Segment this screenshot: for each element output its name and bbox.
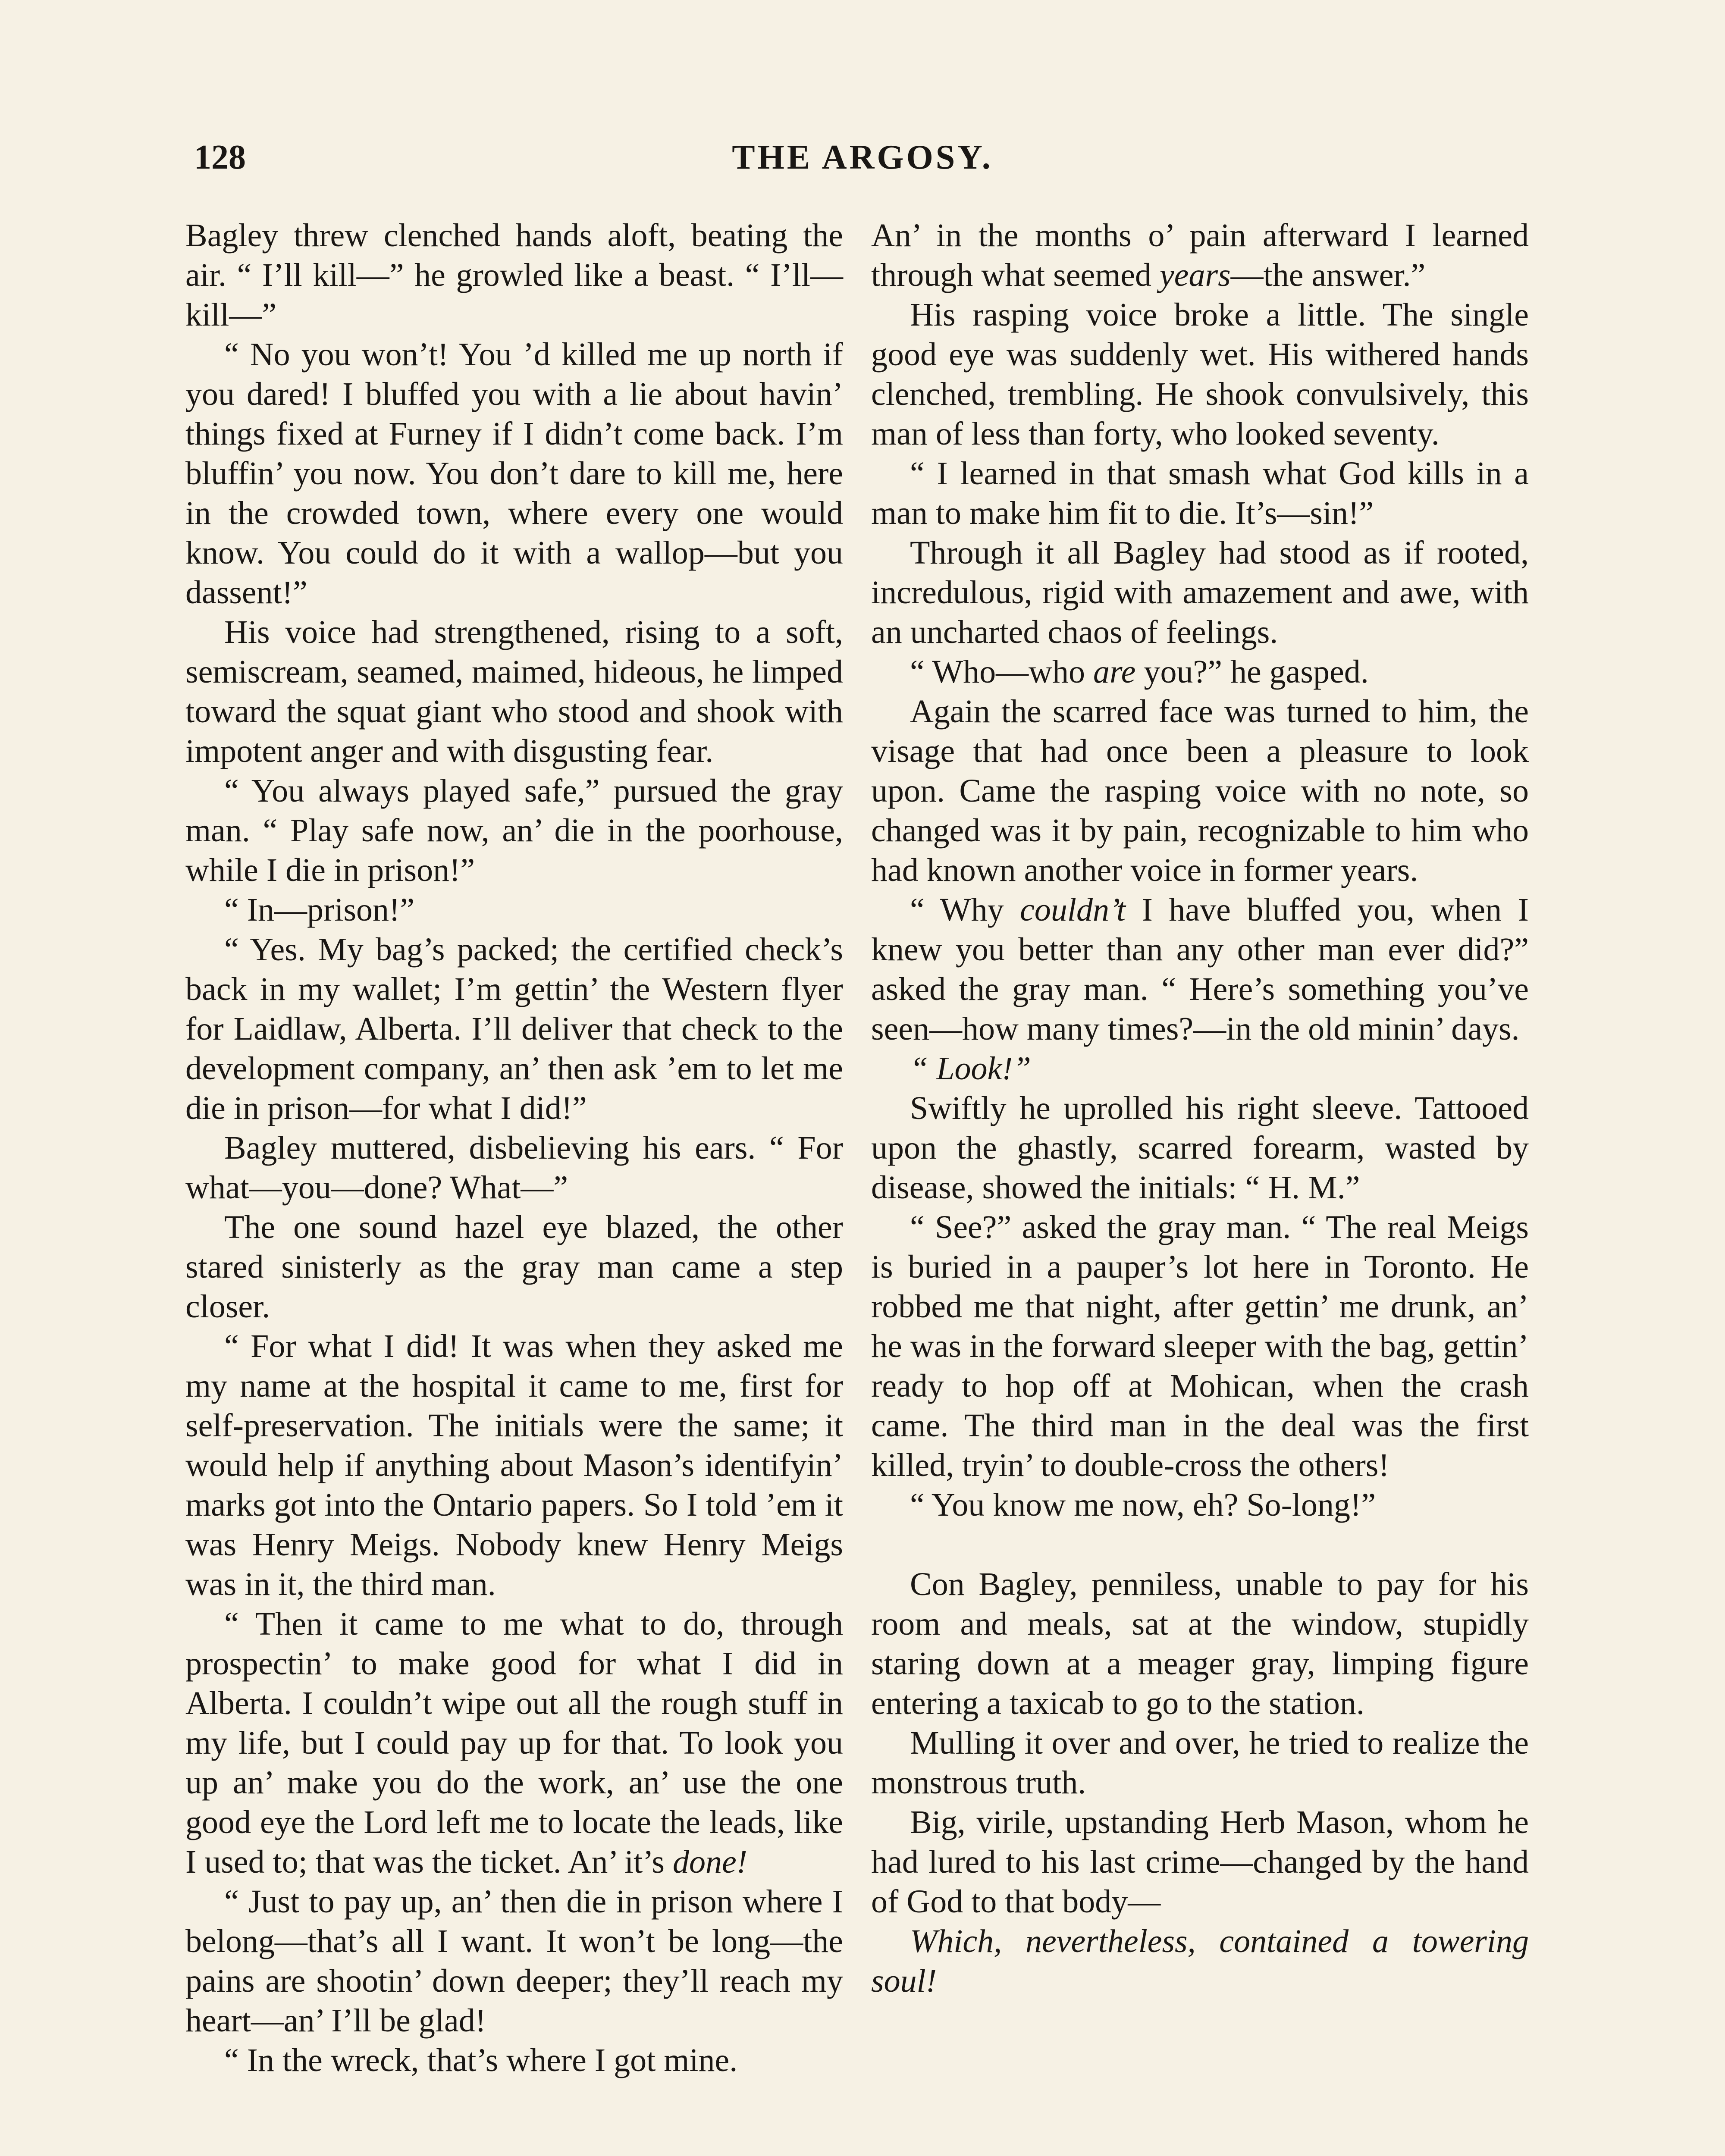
italic-text: years (1160, 257, 1231, 293)
paragraph: Bagley muttered, disbelieving his ears. “ For what—you—done? What—” (185, 1130, 843, 1206)
left-column (185, 216, 843, 2080)
paragraph: Bagley threw clenched hands aloft, beating the air. “ I’ll kill—” he growled like a beast. “ I’ll—kill—” (185, 217, 843, 333)
paragraph: “ I learned in that smash what God kills in a man to make him fit to die. It’s—sin!” (871, 455, 1529, 531)
paragraph: “ In the wreck, that’s where I got mine. (224, 2042, 738, 2078)
paragraph-text: “ Why (910, 892, 1004, 928)
paragraph (185, 1604, 843, 1882)
paragraph: “ You know me now, eh? So-long!” (910, 1487, 1376, 1523)
paragraph: His voice had strengthened, rising to a soft, semiscream, seamed, maimed, hideous, he limped toward the squat giant who stood and shook with impotent anger and with disgusting fear. (185, 614, 843, 769)
paragraph: “ Just to pay up, an’ then die in prison where I belong—that’s all I want. It won’t be long—the pains are shootin’ down deeper; they’ll reach my heart—an’ I’ll be glad! (185, 1883, 843, 2039)
paragraph: Which, nevertheless, contained a towering soul! (871, 1923, 1529, 1999)
paragraph: The one sound hazel eye blazed, the other stared sinisterly as the gray man came a step closer. (185, 1209, 843, 1325)
paragraph: Con Bagley, penniless, unable to pay for his room and meals, sat at the window, stupidly staring down at a meager gray, limping figure entering a taxicab to go to the station. (871, 1566, 1529, 1721)
paragraph-text: —the answer.” (1230, 257, 1426, 293)
paragraph: Mulling it over and over, he tried to realize the monstrous truth. (871, 1725, 1529, 1801)
right-column (871, 216, 1529, 2001)
italic-text: are (1093, 654, 1136, 690)
paragraph-text: “ Who—who (910, 654, 1085, 690)
italic-text: done! (672, 1844, 747, 1880)
paragraph: His rasping voice broke a little. The single good eye was suddenly wet. His withered hands clenched, trembling. He shook convulsively, this man of less than forty, who looked seventy. (871, 297, 1529, 452)
paragraph (871, 890, 1529, 1049)
italic-text: couldn’t (1020, 892, 1126, 928)
paragraph: “ Look!” (910, 1050, 1031, 1087)
paragraph (871, 216, 1529, 295)
paragraph: “ For what I did! It was when they asked me my name at the hospital it came to me, first for self-preservation. The initials were the same; it would help if anything about Mason’s identifyin’ marks got into the Ontario papers. So I told ’em it was Henry Meigs. Nobody knew Henry Meigs was in it, the third man. (185, 1328, 843, 1602)
paragraph (871, 652, 1529, 692)
paragraph: “ Yes. My bag’s packed; the certified check’s back in my wallet; I’m gettin’ the Western flyer for Laidlaw, Alberta. I’ll deliver that check to the development company, an’ then ask ’em to let me die in prison—for what I did!” (185, 931, 843, 1126)
paragraph: Big, virile, upstanding Herb Mason, whom he had lured to his last crime—changed by the hand of God to that body— (871, 1804, 1529, 1920)
paragraph-text: “ Then it came to me what to do, through prospectin’ to make good for what I did in Alberta. I couldn’t wipe out all the rough stuff in my life, but I could pay up for that. To look you up an’ make you do the work, an’ use the one good eye the Lord left me to locate the leads, like I used to; that was the ticket. An’ it’s (185, 1606, 843, 1880)
paragraph-text: I have bluffed you, when I knew you better than any other man ever did?” asked the gray man. “ Here’s something you’ve seen—how many times?—in the old minin’ days. (871, 892, 1529, 1047)
paragraph: “ No you won’t! You ’d killed me up north if you dared! I bluffed you with a lie about havin’ things fixed at Furney if I didn’t come back. I’m bluffin’ you now. You don’t dare to kill me, here in the crowded town, where every one would know. You could do it with a wallop—but you dassent!” (185, 336, 843, 611)
paragraph: Through it all Bagley had stood as if rooted, incredulous, rigid with amazement and awe, with an uncharted chaos of feelings. (871, 535, 1529, 650)
paragraph: Swiftly he uprolled his right sleeve. Tattooed upon the ghastly, scarred forearm, wasted by disease, showed the initials: “ H. M.” (871, 1090, 1529, 1206)
paragraph: “ In—prison!” (224, 892, 415, 928)
paragraph-text: An’ in the months o’ pain afterward I learned through what seemed (871, 217, 1529, 293)
paragraph: “ You always played safe,” pursued the gray man. “ Play safe now, an’ die in the poorhouse, while I die in prison!” (185, 773, 843, 888)
page-number: 128 (194, 138, 246, 176)
running-head: THE ARGOSY. (732, 138, 993, 176)
paragraph: Again the scarred face was turned to him, the visage that had once been a pleasure to look upon. Came the rasping voice with no note, so changed was it by pain, recognizable to him who had known another voice in former years. (871, 693, 1529, 888)
paragraph-text: you?” he gasped. (1144, 654, 1369, 690)
paragraph: “ See?” asked the gray man. “ The real Meigs is buried in a pauper’s lot here in Toronto. He robbed me that night, after gettin’ me drunk, an’ he was in the forward sleeper with the bag, gettin’ ready to hop off at Mohican, when the crash came. The third man in the deal was the first killed, tryin’ to double-cross the others! (871, 1209, 1529, 1483)
